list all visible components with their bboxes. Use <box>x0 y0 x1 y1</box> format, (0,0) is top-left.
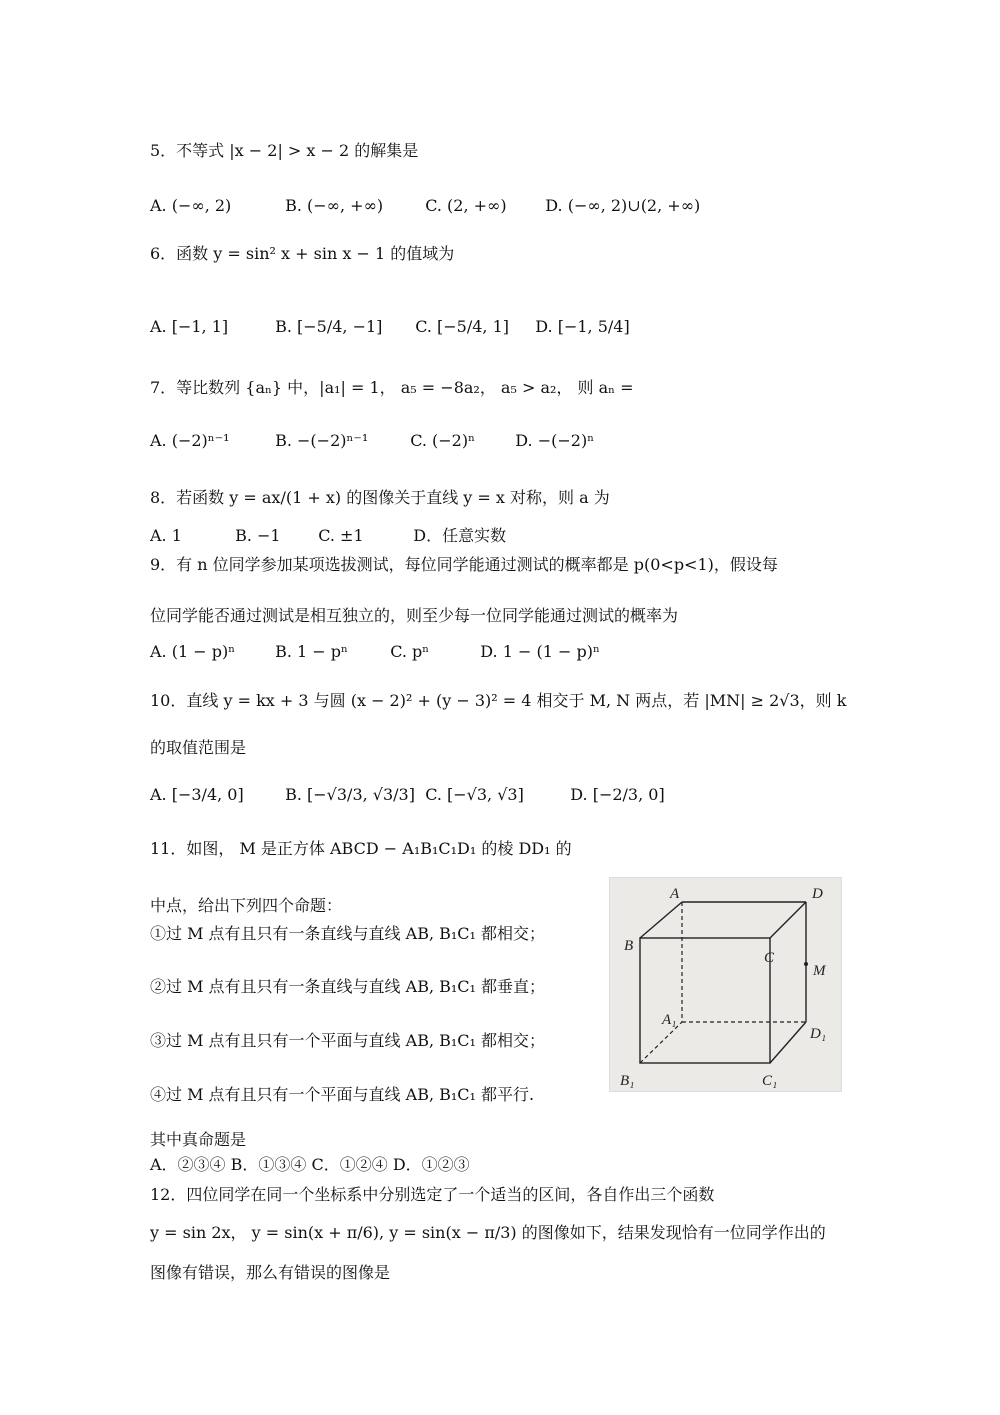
q7-option-a: A. (−2)ⁿ⁻¹ <box>150 431 230 450</box>
q10-option-b: B. [−√3/3, √3/3] <box>285 785 415 804</box>
q5-stem: 5．不等式 |x − 2| > x − 2 的解集是 <box>150 141 419 160</box>
q8-options <box>150 525 850 547</box>
q9-stem-line2: 位同学能否通过测试是相互独立的，则至少每一位同学能通过测试的概率为 <box>150 606 679 625</box>
q6-stem: 6．函数 y = sin² x + sin x − 1 的值域为 <box>150 244 455 263</box>
front-face <box>640 938 770 1063</box>
q11-conclusion: 其中真命题是 <box>150 1130 247 1149</box>
q9-option-c: C. pⁿ <box>390 642 430 661</box>
q9-option-b: B. 1 − pⁿ <box>275 642 348 661</box>
q10-option-d: D. [−2/3, 0] <box>570 785 665 804</box>
q7-options <box>150 430 850 452</box>
q9-stem-line1: 9．有 n 位同学参加某项选拔测试，每位同学能通过测试的概率都是 p(0<p<1)，假设每 <box>150 555 778 574</box>
q8-option-d: D．任意实数 <box>413 526 507 545</box>
q11-prop-1: ①过 M 点有且只有一条直线与直线 AB, B₁C₁ 都相交； <box>150 924 546 943</box>
label-C: C <box>764 950 775 966</box>
q8-option-a: A. 1 <box>150 526 182 545</box>
label-C1: C₁ <box>762 1073 778 1089</box>
q11-options: A．②③④ B．①③④ C．①②④ D．①②③ <box>150 1155 470 1174</box>
label-D: D <box>812 886 823 902</box>
edge-B1A1 <box>640 1022 682 1063</box>
q6-option-b: B. [−5/4, −1] <box>275 317 383 336</box>
q10-option-c: C. [−√3, √3] <box>425 785 524 804</box>
q10-stem-line2: 的取值范围是 <box>150 738 247 757</box>
q5-option-b: B. (−∞, +∞) <box>285 196 384 215</box>
q5-options <box>150 195 850 217</box>
label-B1: B₁ <box>620 1073 635 1089</box>
point-M <box>804 962 808 966</box>
label-A1: A₁ <box>662 1012 677 1028</box>
q10-stem-line1: 10．直线 y = kx + 3 与圆 (x − 2)² + (y − 3)² = 4 相交于 M, N 两点，若 |MN| ≥ 2√3，则 k <box>150 691 847 710</box>
q5-option-d: D. (−∞, 2)∪(2, +∞) <box>545 196 701 215</box>
edge-BA <box>640 902 682 938</box>
label-D1: D₁ <box>810 1026 827 1042</box>
q9-option-a: A. (1 − p)ⁿ <box>150 642 236 661</box>
q12-line2: y = sin 2x， y = sin(x + π/6), y = sin(x − π/3) 的图像如下，结果发现恰有一位同学作出的 <box>150 1223 826 1242</box>
q7-option-c: C. (−2)ⁿ <box>410 431 476 450</box>
label-A: A <box>670 886 680 902</box>
q5-option-c: C. (2, +∞) <box>425 196 507 215</box>
q8-option-b: B. −1 <box>235 526 281 545</box>
q7-option-d: D. −(−2)ⁿ <box>515 431 595 450</box>
q9-options <box>150 641 850 663</box>
cube-figure <box>609 877 842 1092</box>
q6-option-c: C. [−5/4, 1] <box>415 317 510 336</box>
q11-stem-line2: 中点，给出下列四个命题： <box>150 896 343 915</box>
q9-option-d: D. 1 − (1 − p)ⁿ <box>480 642 600 661</box>
q12-line3: 图像有错误，那么有错误的图像是 <box>150 1263 391 1282</box>
q11-prop-3: ③过 M 点有且只有一个平面与直线 AB, B₁C₁ 都相交； <box>150 1031 546 1050</box>
q11-stem-line1: 11．如图， M 是正方体 ABCD − A₁B₁C₁D₁ 的棱 DD₁ 的 <box>150 839 572 858</box>
q11-prop-2: ②过 M 点有且只有一条直线与直线 AB, B₁C₁ 都垂直； <box>150 977 546 996</box>
q8-option-c: C. ±1 <box>318 526 364 545</box>
q5-option-a: A. (−∞, 2) <box>150 196 232 215</box>
q11-prop-4: ④过 M 点有且只有一个平面与直线 AB, B₁C₁ 都平行. <box>150 1085 535 1104</box>
q6-option-a: A. [−1, 1] <box>150 317 229 336</box>
q7-stem: 7．等比数列 {aₙ} 中，|a₁| = 1， a₅ = −8a₂， a₅ > a₂， 则 aₙ = <box>150 378 634 397</box>
q12-line1: 12．四位同学在同一个坐标系中分别选定了一个适当的区间，各自作出三个函数 <box>150 1185 715 1204</box>
q8-stem: 8．若函数 y = ax/(1 + x) 的图像关于直线 y = x 对称，则 a 为 <box>150 488 610 507</box>
q6-options <box>150 316 850 338</box>
label-M: M <box>813 963 826 979</box>
q6-option-d: D. [−1, 5/4] <box>535 317 630 336</box>
q10-option-a: A. [−3/4, 0] <box>150 785 244 804</box>
q10-options <box>150 784 850 806</box>
edge-CD <box>770 902 806 938</box>
label-B: B <box>624 938 634 954</box>
cube-diagram <box>610 878 841 1091</box>
edge-C1D1 <box>770 1022 806 1063</box>
q7-option-b: B. −(−2)ⁿ⁻¹ <box>275 431 369 450</box>
